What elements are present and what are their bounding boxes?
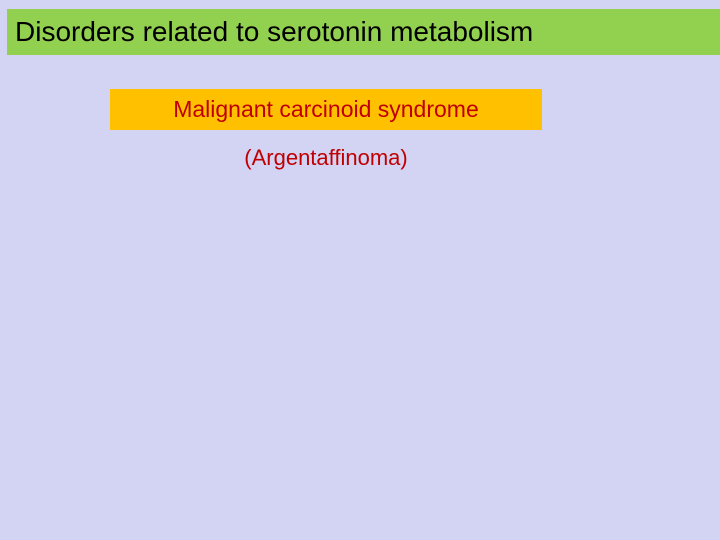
highlight-text: Malignant carcinoid syndrome xyxy=(173,96,479,122)
highlight-box xyxy=(110,89,542,130)
subtitle-text: (Argentaffinoma) xyxy=(244,145,408,170)
title-bar xyxy=(7,9,720,55)
slide-title: Disorders related to serotonin metabolism xyxy=(15,16,534,47)
